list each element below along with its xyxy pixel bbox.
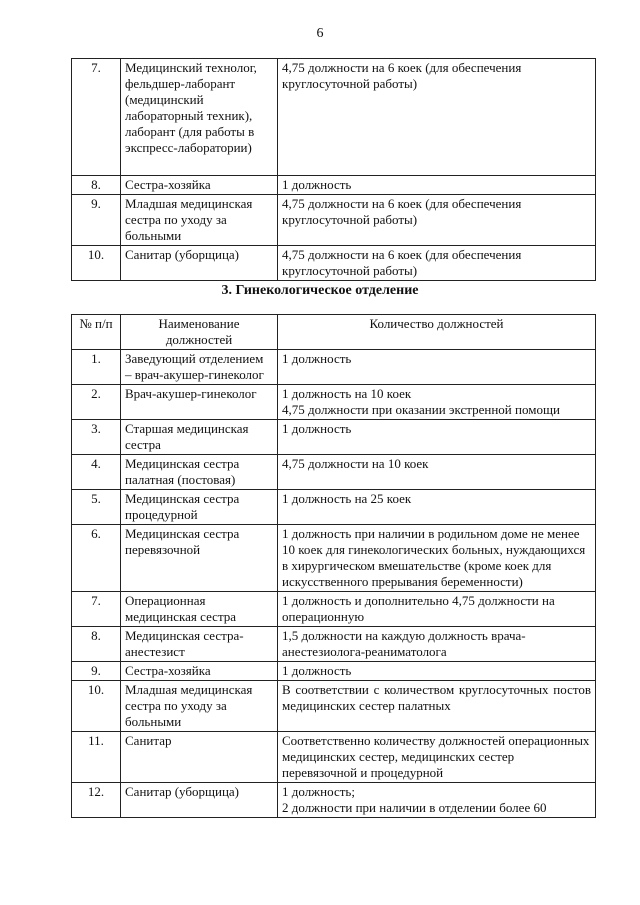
- table-row: [72, 592, 596, 627]
- position-name: Врач-акушер-гинеколог: [121, 385, 278, 420]
- table-row: [72, 732, 596, 783]
- table-row: [72, 525, 596, 592]
- position-quantity: 1 должность на 10 коек 4,75 должности при оказании экстренной помощи: [278, 385, 596, 420]
- row-number: 8.: [72, 176, 121, 195]
- position-quantity: 4,75 должности на 10 коек: [278, 455, 596, 490]
- row-number: 7.: [72, 592, 121, 627]
- position-name: Медицинский технолог, фельдшер-лаборант (медицинский лабораторный техник), лаборант (для работы в экспресс-лаборатории): [121, 59, 278, 176]
- position-name: Санитар (уборщица): [121, 246, 278, 281]
- row-number: 7.: [72, 59, 121, 176]
- gynecology-staffing-table: [71, 314, 596, 818]
- position-quantity: 1 должность: [278, 662, 596, 681]
- position-name: Санитар: [121, 732, 278, 783]
- table-row: [72, 783, 596, 818]
- row-number: 1.: [72, 350, 121, 385]
- table-row: [72, 420, 596, 455]
- header-number: № п/п: [72, 315, 121, 350]
- table-row: [72, 662, 596, 681]
- staffing-table-continued: [71, 58, 596, 281]
- row-number: 6.: [72, 525, 121, 592]
- position-quantity: 4,75 должности на 6 коек (для обеспечения круглосуточной работы): [278, 195, 596, 246]
- position-quantity: 1 должность; 2 должности при наличии в отделении более 60: [278, 783, 596, 818]
- table-row: [72, 681, 596, 732]
- table-row: [72, 385, 596, 420]
- header-position: Наименование должностей: [121, 315, 278, 350]
- position-quantity: 1 должность и дополнительно 4,75 должности на операционную: [278, 592, 596, 627]
- table-row: [72, 627, 596, 662]
- position-quantity: 1 должность: [278, 176, 596, 195]
- row-number: 4.: [72, 455, 121, 490]
- table-body: [72, 350, 596, 818]
- position-name: Старшая медицинская сестра: [121, 420, 278, 455]
- row-number: 9.: [72, 195, 121, 246]
- position-quantity: 1 должность: [278, 420, 596, 455]
- table-row: [72, 350, 596, 385]
- position-name: Младшая медицинская сестра по уходу за больными: [121, 681, 278, 732]
- position-name: Младшая медицинская сестра по уходу за больными: [121, 195, 278, 246]
- position-name: Медицинская сестра-анестезист: [121, 627, 278, 662]
- row-number: 2.: [72, 385, 121, 420]
- position-quantity: 1 должность на 25 коек: [278, 490, 596, 525]
- row-number: 5.: [72, 490, 121, 525]
- position-quantity: 4,75 должности на 6 коек (для обеспечения круглосуточной работы): [278, 246, 596, 281]
- row-number: 12.: [72, 783, 121, 818]
- position-quantity: 1,5 должности на каждую должность врача-анестезиолога-реаниматолога: [278, 627, 596, 662]
- position-quantity: В соответствии с количеством круглосуточных постов медицинских сестер палатных: [278, 681, 596, 732]
- position-quantity: 1 должность при наличии в родильном доме не менее 10 коек для гинекологических больных, нуждающихся в хирургическом вмешательстве (кроме коек для искусственного прерывания беременности): [278, 525, 596, 592]
- row-number: 9.: [72, 662, 121, 681]
- position-name: Сестра-хозяйка: [121, 176, 278, 195]
- table-header-row: [72, 315, 596, 350]
- position-quantity: Соответственно количеству должностей операционных медицинских сестер, медицинских сестер перевязочной и процедурной: [278, 732, 596, 783]
- position-name: Сестра-хозяйка: [121, 662, 278, 681]
- position-name: Медицинская сестра процедурной: [121, 490, 278, 525]
- position-quantity: 4,75 должности на 6 коек (для обеспечения круглосуточной работы): [278, 59, 596, 176]
- row-number: 10.: [72, 246, 121, 281]
- table-row: [72, 246, 596, 281]
- row-number: 11.: [72, 732, 121, 783]
- table-row: [72, 195, 596, 246]
- section-title: 3. Гинекологическое отделение: [221, 283, 419, 298]
- page-number: 6: [316, 26, 324, 41]
- table-row: [72, 176, 596, 195]
- row-number: 10.: [72, 681, 121, 732]
- header-quantity: Количество должностей: [278, 315, 596, 350]
- row-number: 8.: [72, 627, 121, 662]
- position-name: Операционная медицинская сестра: [121, 592, 278, 627]
- row-number: 3.: [72, 420, 121, 455]
- table-row: [72, 490, 596, 525]
- position-name: Медицинская сестра палатная (постовая): [121, 455, 278, 490]
- position-name: Санитар (уборщица): [121, 783, 278, 818]
- position-quantity: 1 должность: [278, 350, 596, 385]
- position-name: Медицинская сестра перевязочной: [121, 525, 278, 592]
- table-row: [72, 59, 596, 176]
- table-row: [72, 455, 596, 490]
- position-name: Заведующий отделением – врач-акушер-гинеколог: [121, 350, 278, 385]
